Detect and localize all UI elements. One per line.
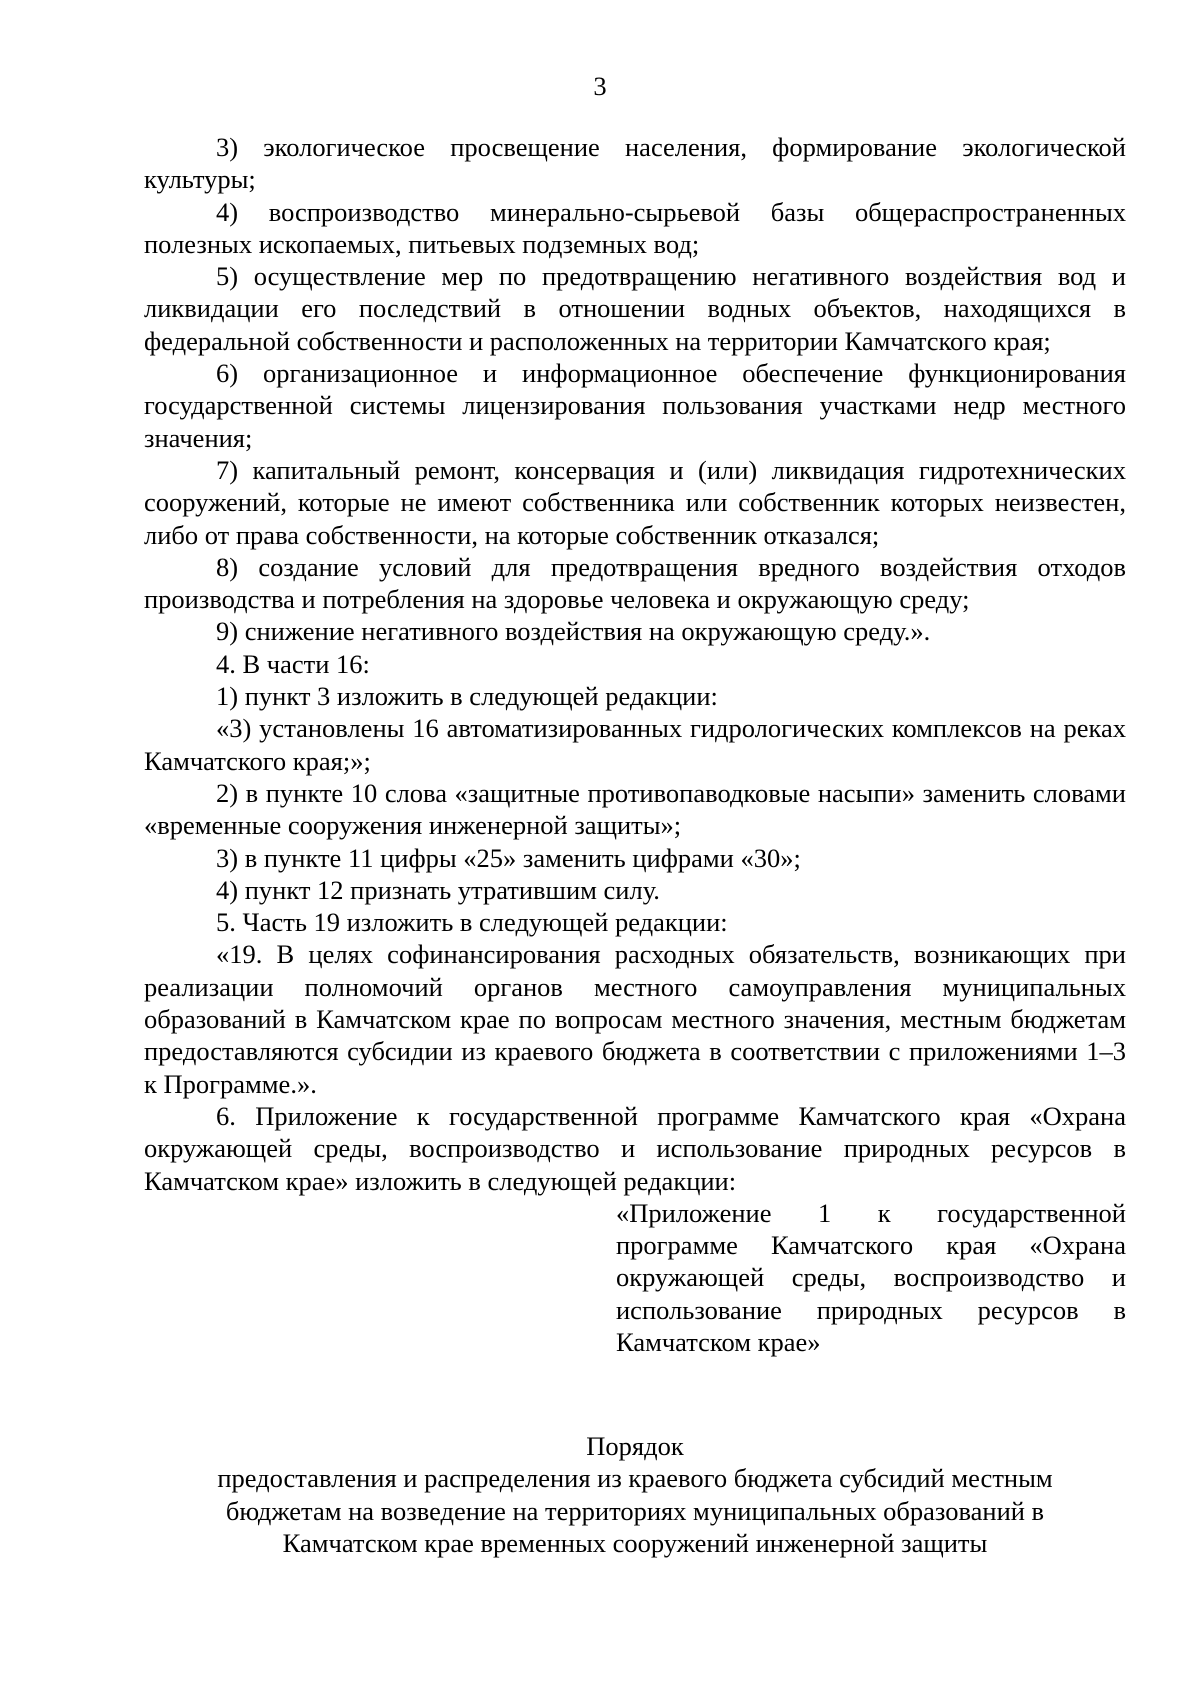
procedure-heading: [144, 1430, 1126, 1559]
paragraph-quoted-part-19: «19. В целях софинансирования расходных обязательств, возникающих при реализации полномочий органов местного самоуправления муниципальных образований в Камчатском крае по вопросам местного значения, местным бюджетам предоставляются субсидии из краевого бюджета в соответствии с приложениями 1–3 к Программе.».: [144, 939, 1126, 1099]
paragraph-amendment-2: 2) в пункте 10 слова «защитные противопаводковые насыпи» заменить словами «временные сооружения инженерной защиты»;: [144, 777, 1126, 841]
paragraph-amendment-4: 4) пункт 12 признать утратившим силу.: [216, 874, 660, 905]
heading-title: Порядок: [586, 1431, 684, 1461]
page-number: 3: [593, 71, 607, 101]
body-text: [144, 131, 1126, 1358]
paragraph-item-7: 7) капитальный ремонт, консервация и (или) ликвидация гидротехнических сооружений, которые не имеют собственника или собственник которых неизвестен, либо от права собственности, на которые собственник отказался;: [144, 454, 1126, 550]
paragraph-item-4: 4) воспроизводство минерально-сырьевой базы общераспространенных полезных ископаемых, питьевых подземных вод;: [144, 196, 1126, 259]
paragraph-section-4: 4. В части 16:: [216, 648, 370, 679]
appendix-note: «Приложение 1 к государственной программе Камчатского края «Охрана окружающей среды, воспроизводство и использование природных ресурсов в Камчатском крае»: [616, 1197, 1126, 1357]
paragraph-quoted-point-3: «3) установлены 16 автоматизированных гидрологических комплексов на реках Камчатского края;»;: [144, 713, 1126, 776]
paragraph-item-5: 5) осуществление мер по предотвращению негативного воздействия вод и ликвидации его последствий в отношении водных объектов, находящихся в федеральной собственности и расположенных на территории Камчатского края;: [144, 261, 1126, 356]
paragraph-item-9: 9) снижение негативного воздействия на окружающую среду.».: [216, 616, 931, 647]
paragraph-item-3: 3) экологическое просвещение населения, формирование экологической культуры;: [144, 132, 1126, 195]
paragraph-section-6: 6. Приложение к государственной программе Камчатского края «Охрана окружающей среды, воспроизводство и использование природных ресурсов в Камчатском крае» изложить в следующей редакции:: [144, 1100, 1126, 1196]
paragraph-amendment-3: 3) в пункте 11 цифры «25» заменить цифрами «30»;: [216, 842, 801, 873]
heading-subtitle: предоставления и распределения из краевого бюджета субсидий местным бюджетам на возведение на территориях муниципальных образований в Камчатском крае временных сооружений инженерной защиты: [217, 1463, 1053, 1558]
paragraph-item-8: 8) создание условий для предотвращения вредного воздействия отходов производства и потребления на здоровье человека и окружающую среду;: [144, 551, 1126, 615]
paragraph-amendment-1: 1) пункт 3 изложить в следующей редакции:: [216, 681, 718, 712]
paragraph-item-6: 6) организационное и информационное обеспечение функционирования государственной системы лицензирования пользования участками недр местного значения;: [144, 358, 1126, 453]
paragraph-section-5: 5. Часть 19 изложить в следующей редакции:: [216, 907, 728, 938]
